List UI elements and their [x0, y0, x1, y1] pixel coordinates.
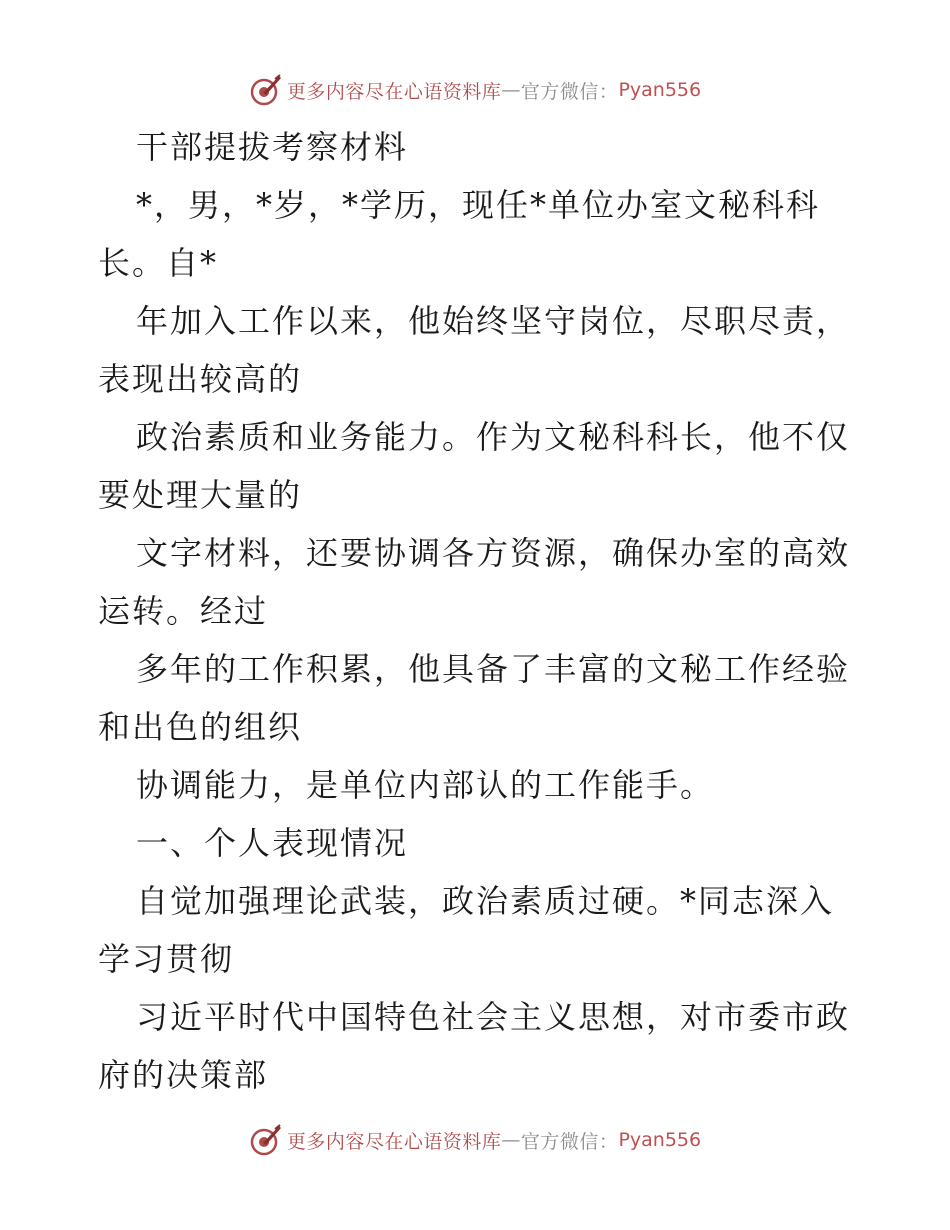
text-line: *，男，*岁，*学历，现任*单位办室文秘科科: [136, 186, 821, 224]
text-line: 自觉加强理论武装，政治素质过硬。*同志深入: [136, 882, 835, 920]
text-line: 文字材料，还要协调各方资源，确保办室的高效: [136, 534, 851, 572]
quill-logo-icon: [249, 73, 283, 107]
text-line: 协调能力，是单位内部认的工作能手。: [136, 766, 715, 804]
watermark-label: 官方微信：: [520, 80, 619, 103]
watermark-brand: 更多内容尽在心语资料库: [286, 1130, 502, 1153]
text-line: 要处理大量的: [98, 476, 303, 514]
watermark-separator: —: [501, 79, 521, 101]
document-body: [98, 118, 858, 1104]
watermark-id: Pyan556: [618, 1129, 702, 1151]
header-watermark: [0, 70, 950, 110]
text-line: 和出色的组织: [98, 708, 303, 746]
watermark-id: Pyan556: [618, 79, 702, 101]
text-line: 府的决策部: [98, 1056, 269, 1094]
text-line: 政治素质和业务能力。作为文秘科科长，他不仅: [136, 418, 851, 456]
text-line: 长。自*: [98, 244, 219, 282]
watermark-separator: —: [501, 1129, 521, 1151]
watermark-label: 官方微信：: [520, 1130, 619, 1153]
text-line: 学习贯彻: [98, 940, 235, 978]
document-title: 干部提拔考察材料: [136, 128, 409, 166]
section-heading: 一、个人表现情况: [136, 824, 409, 862]
text-line: 运转。经过: [98, 592, 269, 630]
text-line: 年加入工作以来，他始终坚守岗位，尽职尽责，: [136, 302, 851, 340]
text-line: 表现出较高的: [98, 360, 303, 398]
footer-watermark: [0, 1120, 950, 1160]
text-line: 习近平时代中国特色社会主义思想，对市委市政: [136, 998, 851, 1036]
quill-logo-icon: [249, 1123, 283, 1157]
watermark-brand: 更多内容尽在心语资料库: [286, 80, 502, 103]
text-line: 多年的工作积累，他具备了丰富的文秘工作经验: [136, 650, 851, 688]
